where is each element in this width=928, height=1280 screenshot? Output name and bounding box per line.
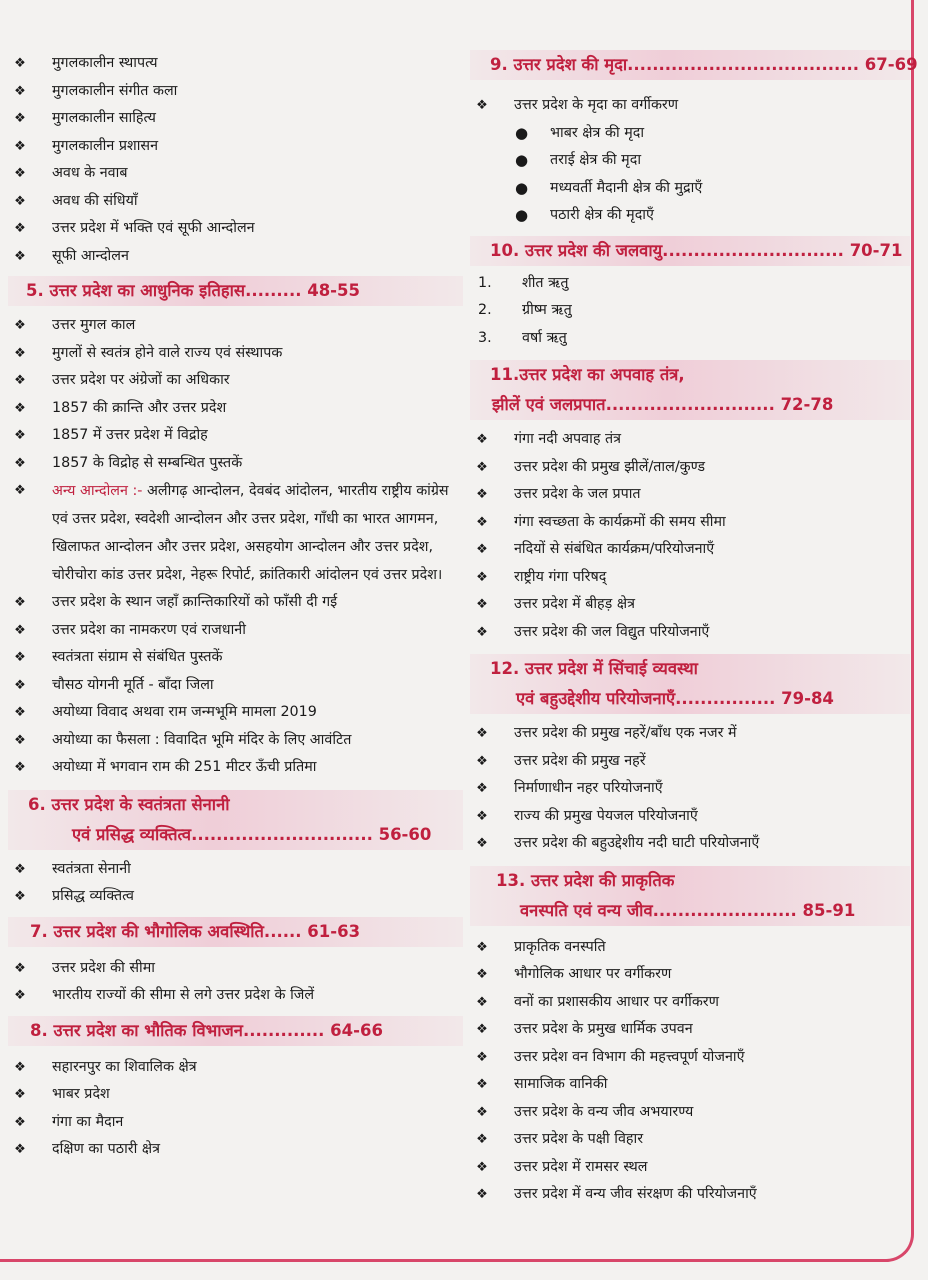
list-item: [8, 1054, 463, 1082]
list-item: [470, 1154, 910, 1182]
list-item: [470, 961, 910, 989]
item-text: उत्तर प्रदेश में वन्य जीव संरक्षण की परियोजनाएँ: [514, 1186, 757, 1202]
bullet-icon: ❖: [476, 569, 488, 585]
item-text: उत्तर प्रदेश में भक्ति एवं सूफी आन्दोलन: [52, 220, 255, 236]
list-item: [470, 1071, 910, 1099]
list-item: [8, 644, 463, 672]
bullet-icon: ❖: [14, 56, 26, 71]
list-item: [8, 754, 463, 782]
bullet-icon: ❖: [476, 487, 488, 502]
bullet-icon: ❖: [476, 994, 488, 1010]
list-item: [8, 50, 463, 78]
bullet-icon: ❖: [476, 753, 488, 769]
list: [8, 955, 463, 1010]
list-item: [470, 481, 910, 509]
heading-title: 12. उत्तर प्रदेश में सिंचाई व्यवस्था: [490, 659, 698, 678]
list-item: [8, 367, 463, 395]
item-text: उत्तर प्रदेश की प्रमुख झीलें/ताल/कुण्ड: [514, 458, 706, 475]
list-item: [8, 312, 463, 340]
heading-title: 5. उत्तर प्रदेश का आधुनिक इतिहास: [26, 281, 246, 300]
bullet-icon: ❖: [14, 1114, 26, 1130]
bullet-icon: ❖: [476, 939, 488, 955]
list: [8, 312, 463, 477]
heading-pages: ............................. 56-60: [191, 824, 432, 844]
bullet-icon: ❖: [14, 677, 26, 693]
item-text: उत्तर प्रदेश के वन्य जीव अभयारण्य: [514, 1103, 694, 1120]
dot-icon: ●: [515, 206, 529, 224]
heading-title-2: वनस्पति एवं वन्य जीव: [520, 900, 653, 920]
bullet-icon: ❖: [14, 1059, 26, 1075]
bullet-icon: ❖: [476, 542, 488, 557]
item-text: 1857 की क्रान्ति और उत्तर प्रदेश: [52, 399, 227, 416]
list: [470, 720, 910, 858]
item-text: भारतीय राज्यों की सीमा से लगे उत्तर प्रदेश के जिलें: [52, 987, 315, 1003]
item-text: गंगा नदी अपवाह तंत्र: [514, 431, 621, 447]
section-heading-13: [470, 866, 910, 926]
bullet-icon: ❖: [14, 138, 26, 154]
item-text: तराई क्षेत्र की मृदा: [550, 152, 642, 168]
item-text: उत्तर प्रदेश की बहुउद्देशीय नदी घाटी परियोजनाएँ: [514, 835, 760, 851]
bullet-icon: ❖: [476, 967, 488, 982]
item-text: 1857 के विद्रोह से सम्बन्धित पुस्तकें: [52, 454, 243, 471]
bullet-icon: ❖: [14, 483, 26, 498]
heading-pages: ...... 61-63: [263, 921, 361, 941]
item-text: मुगलों से स्वतंत्र होने वाले राज्य एवं संस्थापक: [52, 344, 283, 361]
bullet-icon: ❖: [476, 1022, 488, 1037]
bullet-icon: ❖: [476, 597, 488, 612]
section-heading-7: [8, 917, 463, 947]
item-text: प्रसिद्ध व्यक्तित्व: [52, 888, 134, 904]
item-text: निर्माणाधीन नहर परियोजनाएँ: [514, 780, 663, 796]
section-heading-8: [8, 1016, 463, 1046]
list: [8, 1054, 463, 1164]
bullet-icon: ❖: [476, 514, 488, 530]
list-item: [470, 454, 910, 482]
sub-list-item: [470, 147, 910, 175]
bullet-icon: ❖: [476, 432, 488, 447]
bullet-icon: ❖: [476, 1104, 488, 1120]
bullet-icon: ❖: [14, 248, 26, 264]
paragraph-other-movements: [8, 477, 463, 589]
item-text: सूफी आन्दोलन: [52, 247, 129, 264]
bullet-icon: ❖: [14, 760, 26, 775]
heading-pages: ..................................... 67-69: [627, 55, 918, 74]
list-item: [8, 617, 463, 645]
list-item: [470, 1181, 910, 1209]
heading-title-2: एवं बहुउद्देशीय परियोजनाएँ: [516, 689, 676, 708]
item-text: चौसठ योगनी मूर्ति - बाँदा जिला: [52, 676, 214, 693]
list-item: [8, 856, 463, 884]
bullet-icon: ❖: [14, 455, 26, 471]
item-text: गंगा का मैदान: [52, 1113, 124, 1130]
item-text: मुगलकालीन संगीत कला: [52, 82, 178, 99]
item-text: उत्तर प्रदेश पर अंग्रेजों का अधिकार: [52, 372, 230, 388]
heading-pages: ....................... 85-91: [652, 900, 856, 920]
item-number: 3.: [478, 329, 492, 346]
item-number: 2.: [478, 302, 492, 318]
list-item: [470, 509, 910, 537]
item-text: गंगा स्वच्छता के कार्यक्रमों की समय सीमा: [514, 513, 726, 530]
item-text: उत्तर प्रदेश के स्थान जहाँ क्रान्तिकारियों को फाँसी दी गई: [52, 594, 338, 610]
item-text: सामाजिक वानिकी: [514, 1076, 608, 1092]
item-text: अयोध्या में भगवान राम की 251 मीटर ऊँची प्रतिमा: [52, 759, 317, 775]
heading-title: 6. उत्तर प्रदेश के स्वतंत्रता सेनानी: [28, 794, 230, 814]
bullet-icon: ❖: [14, 166, 26, 181]
bullet-icon: ❖: [14, 221, 26, 236]
bullet-icon: ❖: [14, 705, 26, 720]
list-item: [8, 78, 463, 106]
heading-pages: ................ 79-84: [675, 689, 834, 708]
list-item: [470, 934, 910, 962]
bullet-icon: ❖: [14, 622, 26, 638]
list-item: [8, 133, 463, 161]
list-item: [8, 450, 463, 478]
item-text: उत्तर प्रदेश में बीहड़ क्षेत्र: [514, 596, 635, 612]
item-text: मुगलकालीन प्रशासन: [52, 137, 159, 154]
item-text: दक्षिण का पठारी क्षेत्र: [52, 1141, 161, 1157]
dot-icon: ●: [515, 178, 529, 197]
item-text: शीत ऋतु: [522, 274, 569, 291]
bullet-icon: ❖: [476, 1132, 488, 1147]
bullet-icon: ❖: [14, 732, 26, 748]
list-item: [8, 589, 463, 617]
list-item: [470, 775, 910, 803]
section-heading-5: [8, 276, 463, 306]
list-item: [470, 748, 910, 776]
numbered-item: [470, 297, 910, 325]
list-item: [470, 426, 910, 454]
heading-pages: ............................. 70-71: [662, 240, 903, 260]
section-heading-9: [470, 50, 918, 80]
list-item: [8, 727, 463, 755]
list-item: [470, 1044, 910, 1072]
bullet-icon: ❖: [476, 808, 488, 824]
list-item: [8, 340, 463, 368]
list-item: [8, 422, 463, 450]
bullet-icon: ❖: [476, 459, 488, 475]
list: [470, 426, 910, 646]
list-item: [8, 1136, 463, 1164]
bullet-icon: ❖: [14, 428, 26, 443]
item-text: वनों का प्रशासकीय आधार पर वर्गीकरण: [514, 993, 719, 1010]
list-item: [470, 1126, 910, 1154]
bullet-icon: ❖: [14, 373, 26, 388]
bullet-icon: ❖: [476, 1049, 488, 1065]
sublist: [470, 120, 910, 230]
bullet-icon: ❖: [14, 400, 26, 416]
heading-title-2: एवं प्रसिद्ध व्यक्तित्व: [72, 824, 192, 844]
item-text: प्राकृतिक वनस्पति: [514, 938, 606, 955]
item-text: भाबर प्रदेश: [52, 1086, 110, 1102]
list-item: [8, 1109, 463, 1137]
item-text: उत्तर प्रदेश का नामकरण एवं राजधानी: [52, 621, 246, 638]
list-item: [8, 243, 463, 271]
section-heading-10: [470, 236, 910, 266]
list-item: [470, 1016, 910, 1044]
heading-title: 10. उत्तर प्रदेश की जलवायु: [490, 240, 663, 260]
dot-icon: ●: [515, 151, 529, 169]
bullet-icon: ❖: [14, 889, 26, 904]
section-heading-12: [470, 654, 910, 714]
bullet-icon: ❖: [14, 1142, 26, 1157]
para-text: अलीगढ़ आन्दोलन, देवबंद आंदोलन, भारतीय राष्ट्रीय कांग्रेस एवं उत्तर प्रदेश, स्वदेशी आन्दोलन और उत्तर प्रदेश, गाँधी का भारत आगमन, खिलाफत आन्दोलन और उत्तर प्रदेश, असहयोग आन्दोलन और उत्तर प्रदेश, चोरीचोरा कांड उत्तर प्रदेश, नेहरू रिपोर्ट, क्रांतिकारी आंदोलन एवं उत्तर प्रदेश।: [52, 483, 449, 583]
item-text: उत्तर प्रदेश के जल प्रपात: [514, 486, 641, 502]
sub-list-item: [470, 175, 910, 203]
item-text: स्वतंत्रता सेनानी: [52, 860, 131, 877]
item-text: अयोध्या का फैसला : विवादित भूमि मंदिर के लिए आवंटित: [52, 731, 352, 748]
item-text: उत्तर प्रदेश की प्रमुख नहरें/बाँध एक नजर में: [514, 725, 737, 741]
item-number: 1.: [478, 274, 492, 291]
list-item: [8, 215, 463, 243]
bullet-icon: ❖: [476, 836, 488, 851]
list: [8, 856, 463, 911]
list-item: [470, 564, 910, 592]
heading-pages: ......... 48-55: [245, 281, 360, 300]
item-text: उत्तर प्रदेश की जल विद्युत परियोजनाएँ: [514, 623, 710, 640]
bullet-icon: ❖: [14, 595, 26, 610]
list-item: [8, 188, 463, 216]
list-item: [470, 1099, 910, 1127]
item-text: उत्तर मुगल काल: [52, 317, 136, 333]
numbered-item: [470, 325, 910, 353]
item-text: सहारनपुर का शिवालिक क्षेत्र: [52, 1058, 197, 1075]
bullet-icon: ❖: [14, 650, 26, 665]
bullet-icon: ❖: [14, 111, 26, 126]
section-heading-6: [8, 790, 463, 850]
heading-pages: ........................... 72-78: [605, 395, 834, 414]
bullet-icon: ❖: [14, 960, 26, 976]
item-text: उत्तर प्रदेश में रामसर स्थल: [514, 1158, 648, 1175]
item-text: भाबर क्षेत्र की मृदा: [550, 124, 645, 141]
list: [8, 589, 463, 782]
list: [470, 92, 910, 120]
item-text: भौगोलिक आधार पर वर्गीकरण: [514, 966, 672, 982]
item-text: अवध के नवाब: [52, 165, 128, 181]
bullet-icon: ❖: [14, 988, 26, 1003]
list-item: [8, 699, 463, 727]
list-item: [470, 720, 910, 748]
sub-list-item: [470, 120, 910, 148]
heading-title: 7. उत्तर प्रदेश की भौगोलिक अवस्थिति: [30, 921, 264, 941]
bullet-icon: ❖: [14, 318, 26, 333]
bullet-icon: ❖: [14, 193, 26, 209]
item-text: स्वतंत्रता संग्राम से संबंधित पुस्तकें: [52, 649, 223, 665]
numbered-item: [470, 270, 910, 298]
item-text: राष्ट्रीय गंगा परिषद्: [514, 568, 607, 585]
bullet-icon: ❖: [476, 1077, 488, 1092]
list-item: [470, 989, 910, 1017]
list-item: [8, 1081, 463, 1109]
right-column: [470, 50, 918, 1209]
heading-title: 8. उत्तर प्रदेश का भौतिक विभाजन: [30, 1020, 243, 1040]
list-item: [470, 92, 910, 120]
list-item: [8, 883, 463, 911]
heading-title: 13. उत्तर प्रदेश की प्राकृतिक: [496, 870, 675, 890]
list-item: [8, 105, 463, 133]
item-text: 1857 में उत्तर प्रदेश में विद्रोह: [52, 427, 208, 443]
list-item: [8, 395, 463, 423]
bullet-icon: ❖: [476, 98, 488, 113]
item-text: अवध की संधियाँ: [52, 192, 138, 209]
para-label: अन्य आन्दोलन :-: [52, 483, 143, 499]
item-text: मुगलकालीन स्थापत्य: [52, 55, 158, 71]
numbered-list: [470, 270, 910, 353]
bullet-icon: ❖: [476, 624, 488, 640]
item-text: उत्तर प्रदेश वन विभाग की महत्त्वपूर्ण योजनाएँ: [514, 1048, 745, 1065]
bullet-icon: ❖: [476, 726, 488, 741]
sub-list-item: [470, 202, 910, 230]
left-column: [8, 50, 463, 1164]
list-item: [470, 619, 910, 647]
item-text: उत्तर प्रदेश के पक्षी विहार: [514, 1131, 644, 1147]
item-text: उत्तर प्रदेश की सीमा: [52, 959, 155, 976]
item-text: पठारी क्षेत्र की मृदाएँ: [550, 207, 654, 223]
list-item: [470, 830, 910, 858]
bullet-icon: ❖: [14, 345, 26, 361]
list-item: [8, 955, 463, 983]
item-text: नदियों से संबंधित कार्यक्रम/परियोजनाएँ: [514, 541, 715, 557]
item-text: उत्तर प्रदेश के मृदा का वर्गीकरण: [514, 97, 679, 113]
item-text: राज्य की प्रमुख पेयजल परियोजनाएँ: [514, 807, 698, 824]
item-text: मुगलकालीन साहित्य: [52, 110, 156, 126]
bullet-icon: ❖: [14, 1087, 26, 1102]
list-item: [470, 803, 910, 831]
list: [8, 50, 463, 270]
list: [470, 934, 910, 1209]
list-item: [470, 591, 910, 619]
heading-title: 11.उत्तर प्रदेश का अपवाह तंत्र,: [490, 365, 685, 384]
bullet-icon: ❖: [476, 781, 488, 796]
item-text: उत्तर प्रदेश के प्रमुख धार्मिक उपवन: [514, 1021, 693, 1037]
section-heading-11: [470, 360, 910, 420]
heading-title: 9. उत्तर प्रदेश की मृदा: [490, 55, 628, 74]
list-item: [8, 982, 463, 1010]
bullet-icon: ❖: [14, 861, 26, 877]
list-item: [8, 160, 463, 188]
bullet-icon: ❖: [476, 1159, 488, 1175]
dot-icon: ●: [515, 123, 529, 142]
heading-pages: ............. 64-66: [242, 1020, 383, 1040]
item-text: मध्यवर्ती मैदानी क्षेत्र की मुद्राएँ: [550, 179, 703, 196]
item-text: उत्तर प्रदेश की प्रमुख नहरें: [514, 752, 646, 769]
list-item: [470, 536, 910, 564]
list-item: [8, 672, 463, 700]
bullet-icon: ❖: [14, 83, 26, 99]
item-text: अयोध्या विवाद अथवा राम जन्मभूमि मामला 2019: [52, 704, 317, 720]
bullet-icon: ❖: [476, 1187, 488, 1202]
item-text: वर्षा ऋतु: [522, 329, 567, 346]
item-text: ग्रीष्म ऋतु: [522, 302, 572, 318]
heading-title-2: झीलें एवं जलप्रपात: [492, 395, 606, 414]
